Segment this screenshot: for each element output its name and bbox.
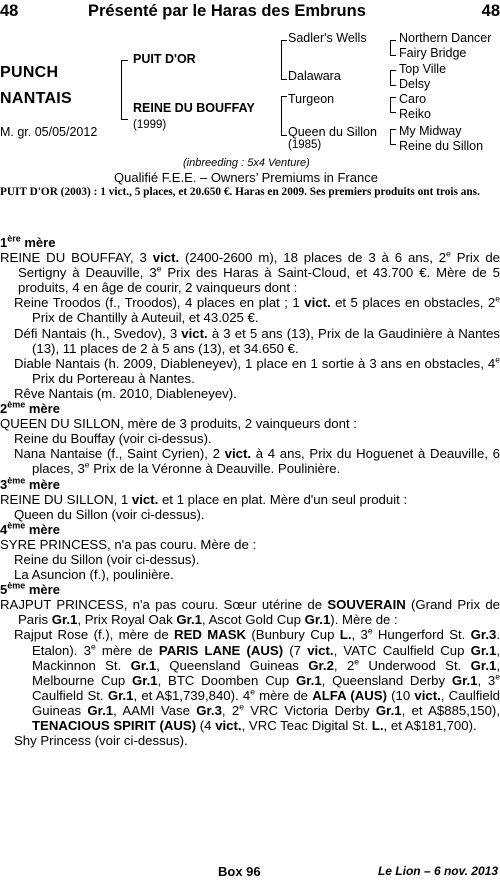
gen3-queen-du-sillon-year: (1985)	[288, 139, 322, 151]
heading-4th-dam: 4ème mère	[0, 520, 60, 537]
sire-summary: PUIT D'OR (2003) : 1 vict., 5 places, et 20.650 €. Haras en 2009. Ses premiers produits ont trois ans.	[0, 186, 480, 198]
gen3-dalawara: Dalawara	[288, 69, 341, 83]
heading-3rd-dam: 3ème mère	[0, 475, 60, 492]
page-number-left: 48	[0, 2, 19, 20]
produce-defi-nantais: Défi Nantais (h., Svedov), 3 vict. à 3 et 5 ans (13), Prix de la Gaudinière à Nantes (13), 11 places de 2 à 5 ans (13), et 34.650 €.	[14, 325, 500, 356]
page-number-right: 48	[481, 2, 500, 20]
gen4-reiko: Reiko	[399, 107, 431, 121]
heading-5th-dam: 5ème mère	[0, 580, 60, 598]
gen4-northern-dancer: Northern Dancer	[399, 31, 492, 45]
inbreeding-note: (inbreeding : 5x4 Venture)	[183, 157, 310, 169]
produce-shy-princess: Shy Princess (voir ci-dessus).	[14, 733, 188, 749]
horse-name-line1: PUNCH	[0, 64, 59, 81]
produce-nana-nantaise: Nana Nantaise (f., Saint Cyrien), 2 vict. à 4 ans, Prix du Hoguenet à Deauville, 6 places, 3e Prix de la Véronne à Deauville. Poulinière.	[14, 446, 500, 477]
gen4-top-ville: Top Ville	[399, 62, 447, 76]
gen3-turgeon: Turgeon	[288, 92, 335, 106]
produce-diable-nantais: Diable Nantais (h. 2009, Diableneyev), 1 place en 1 sortie à 3 ans en obstacles, 4e Prix du Portereau à Nantes.	[14, 354, 500, 386]
produce-reine-du-sillon: Reine du Sillon (voir ci-dessus).	[14, 551, 200, 567]
third-dam-record: REINE DU SILLON, 1 vict. et 1 place en plat. Mère d'un seul produit :	[0, 491, 408, 507]
bracket-sadlers-wells	[390, 40, 396, 56]
footer-box: Box 96	[218, 864, 261, 879]
bracket-sire	[281, 40, 287, 80]
gen3-queen-du-sillon: Queen du Sillon	[288, 125, 377, 139]
horse-name-line2: NANTAIS	[0, 90, 73, 107]
fifth-dam-record: RAJPUT PRINCESS, n'a pas couru. Sœur utérine de SOUVERAIN (Grand Prix de Paris Gr.1, Prix Royal Oak Gr.1, Ascot Gold Cup Gr.1). Mère de :	[0, 597, 500, 628]
gen4-delsy: Delsy	[399, 77, 431, 91]
first-dam-record: REINE DU BOUFFAY, 3 vict. (2400-2600 m), 18 places de 3 à 6 ans, 2e Prix de Sertigny à Deauville, 3e Prix des Haras à Saint-Cloud, et 43.700 €. Mère de 5 produits, 4 en âge de courir, 2 vainqueurs dont :	[0, 248, 500, 296]
second-dam-record: QUEEN DU SILLON, mère de 3 produits, 2 vainqueurs dont :	[0, 416, 357, 432]
gen4-my-midway: My Midway	[399, 124, 462, 138]
produce-la-asuncion: La Asuncion (f.), poulinière.	[14, 567, 174, 583]
produce-reine-troodos: Reine Troodos (f., Troodos), 4 places en plat ; 1 vict. et 5 places en obstacles, 2e Prix de Chantilly à Auteuil, et 43.025 €.	[14, 293, 500, 326]
bracket-turgeon	[390, 97, 396, 113]
gen3-sadlers-wells: Sadler's Wells	[288, 31, 367, 45]
family-notes	[0, 213, 500, 748]
horse-details: M. gr. 05/05/2012	[0, 125, 98, 139]
produce-queen-du-sillon: Queen du Sillon (voir ci-dessus).	[14, 506, 205, 522]
bracket-gen1	[121, 60, 128, 120]
gen4-reine-du-sillon: Reine du Sillon	[399, 139, 484, 153]
sire-name: PUIT D'OR	[133, 52, 196, 66]
fourth-dam-record: SYRE PRINCESS, n'a pas couru. Mère de :	[0, 536, 257, 552]
produce-reine-du-bouffay: Reine du Bouffay (voir ci-dessus).	[14, 431, 212, 447]
produce-reve-nantais: Rêve Nantais (m. 2010, Diableneyev).	[14, 385, 237, 401]
bracket-queen-du-sillon	[390, 129, 396, 145]
produce-rajput-rose: Rajput Rose (f.), mère de RED MASK (Bunbury Cup L., 3e Hungerford St. Gr.3. Etalon). 3e mère de PARIS LANE (AUS) (7 vict., VATC Caulfield Cup Gr.1, Mackinnon St. Gr.1, Queensland Guineas Gr.2, 2e Underwood St. Gr.1, Melbourne Cup Gr.1, BTC Doomben Cup Gr.1, Queensland Derby Gr.1, 3e Caulfield St. Gr.1, et A$1,739,840). 4e mère de ALFA (AUS) (10 vict., Caulfield Guineas Gr.1, AAMI Vase Gr.3, 2e VRC Victoria Derby Gr.1, et A$885,150), TENACIOUS SPIRIT (AUS) (4 vict., VRC Teac Digital St. L., et A$181,700).	[14, 626, 500, 733]
footer-source: Le Lion – 6 nov. 2013	[377, 864, 498, 878]
gen4-fairy-bridge: Fairy Bridge	[399, 46, 467, 60]
bracket-dalawara	[390, 70, 396, 86]
page-title: Présenté par le Haras des Embruns	[88, 2, 366, 20]
qualification-note: Qualifié F.E.E. – Owners’ Premiums in France	[114, 170, 378, 185]
heading-1st-dam: 1ère mère	[0, 233, 56, 250]
dam-name: REINE DU BOUFFAY	[133, 101, 255, 115]
heading-2nd-dam: 2ème mère	[0, 399, 60, 417]
gen4-caro: Caro	[399, 92, 427, 106]
bracket-dam	[281, 96, 287, 136]
dam-year: (1999)	[133, 119, 167, 131]
